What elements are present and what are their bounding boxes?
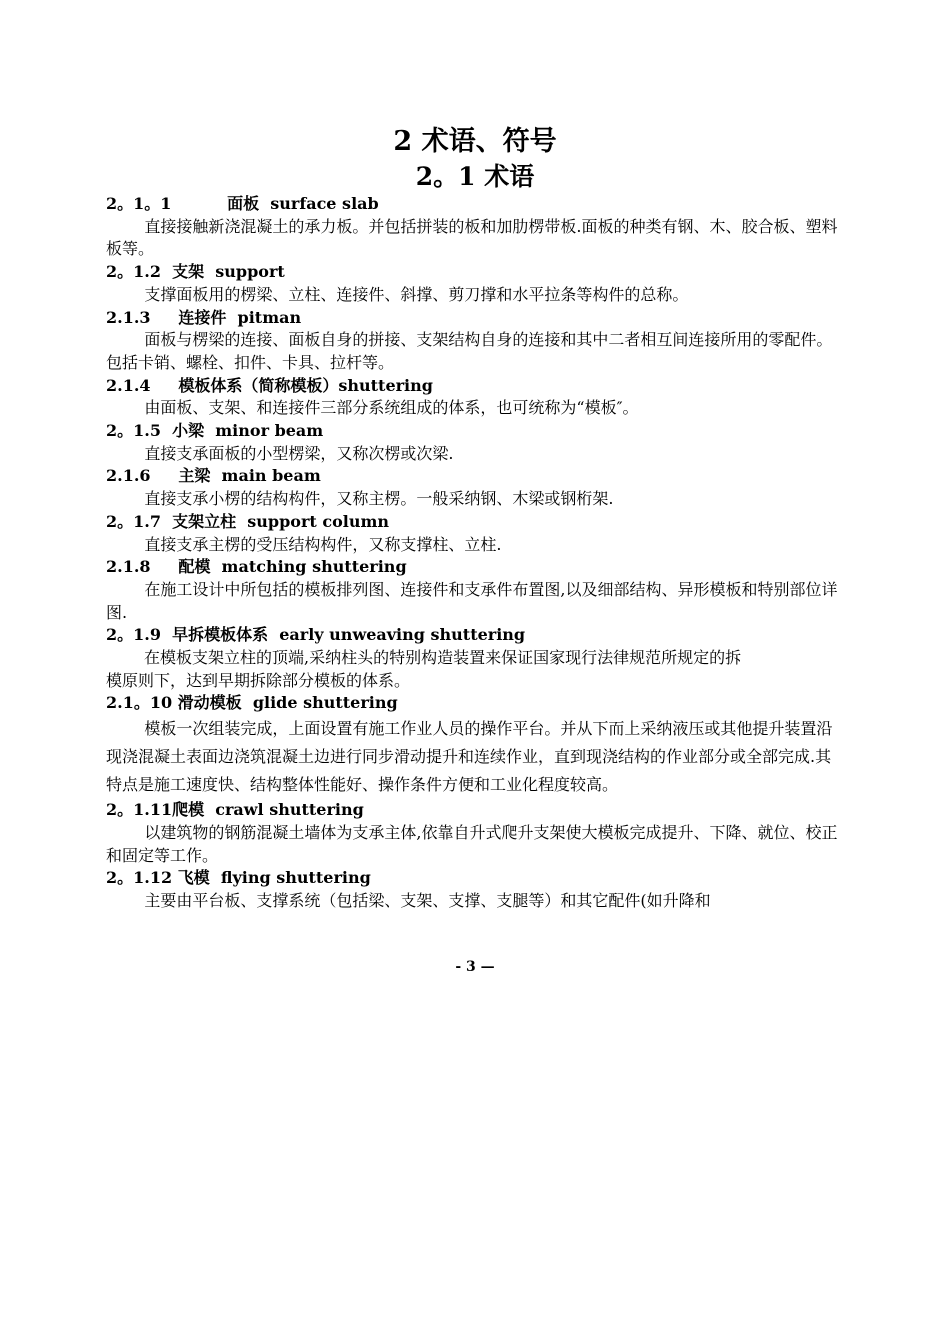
page-number: - 3 — [455,959,495,975]
term-definition: 直接支承面板的小型楞梁，又称次楞或次梁. [144,443,454,463]
term-heading: 2。1.12 飞模 flying shuttering [106,868,371,888]
term-heading: 2。1.9 早拆模板体系 early unweaving shuttering [106,625,526,645]
term-definition: 以建筑物的钢筋混凝土墙体为支承主体,依靠自升式爬升支架使大模板完成提升、下降、就位、校正和固定等工作。 [106,822,838,865]
term-heading: 2.1.3 连接件 pitman [106,307,302,327]
term-heading: 2.1.8 配模 matching shuttering [106,557,407,577]
term-definition: 直接支承主楞的受压结构构件，又称支撑柱、立柱. [144,534,502,554]
term-definition: 由面板、支架、和连接件三部分系统组成的体系，也可统称为“模板″。 [144,398,639,418]
term-definition: 支撑面板用的楞梁、立柱、连接件、斜撑、剪刀撑和水平拉条等构件的总称。 [144,284,689,304]
term-definition: 直接支承小楞的结构构件，又称主楞。一般采纳钢、木梁或钢桁架. [144,489,614,509]
chapter-title: 2 术语、符号 [393,126,557,157]
term-definition: 主要由平台板、支撑系统（包括梁、支架、支撑、支腿等）和其它配件(如升降和 [144,890,711,910]
term-definition: 在施工设计中所包括的模板排列图、连接件和支承件布置图,以及细部结构、异形模板和特别部位详图. [106,579,838,622]
term-definition: 在模板支架立柱的顶端,采纳柱头的特别构造装置来保证国家现行法律规范所规定的拆 [144,648,742,668]
term-definition: 模板一次组装完成，上面设置有施工作业人员的操作平台。并从下而上采纳液压或其他提升装置沿现浇混凝土表面边浇筑混凝土边进行同步滑动提升和连续作业，直到现浇结构的作业部分或全部完成.其特点是施工速度快、结构整体性能好、操作条件方便和工业化程度较高。 [106,719,833,795]
section-title: 2。1 术语 [415,162,535,191]
term-heading: 2。1.11爬模 crawl shuttering [106,800,364,820]
term-heading: 2。1。1 面板 surface slab [106,194,379,213]
term-definition: 面板与楞梁的连接、面板自身的拼接、支架结构自身的连接和其中二者相互间连接所用的零配件。包括卡销、螺栓、扣件、卡具、拉杆等。 [106,330,833,372]
term-heading: 2.1.6 主梁 main beam [106,466,321,486]
term-definition: 直接接触新浇混凝土的承力板。并包括拼装的板和加肋楞带板.面板的种类有钢、木、胶合板、塑料板等。 [106,216,838,259]
term-heading: 2。1.7 支架立柱 support column [106,511,390,531]
term-heading: 2。1.2 支架 support [106,262,285,282]
term-heading: 2.1.4 模板体系（简称模板）shuttering [106,375,433,395]
term-definition-continued: 模原则下，达到早期拆除部分模板的体系。 [106,670,411,690]
term-heading: 2。1.5 小梁 minor beam [106,421,324,441]
term-heading: 2.1。10 滑动模板 glide shuttering [106,693,398,713]
terms-body [106,193,846,913]
